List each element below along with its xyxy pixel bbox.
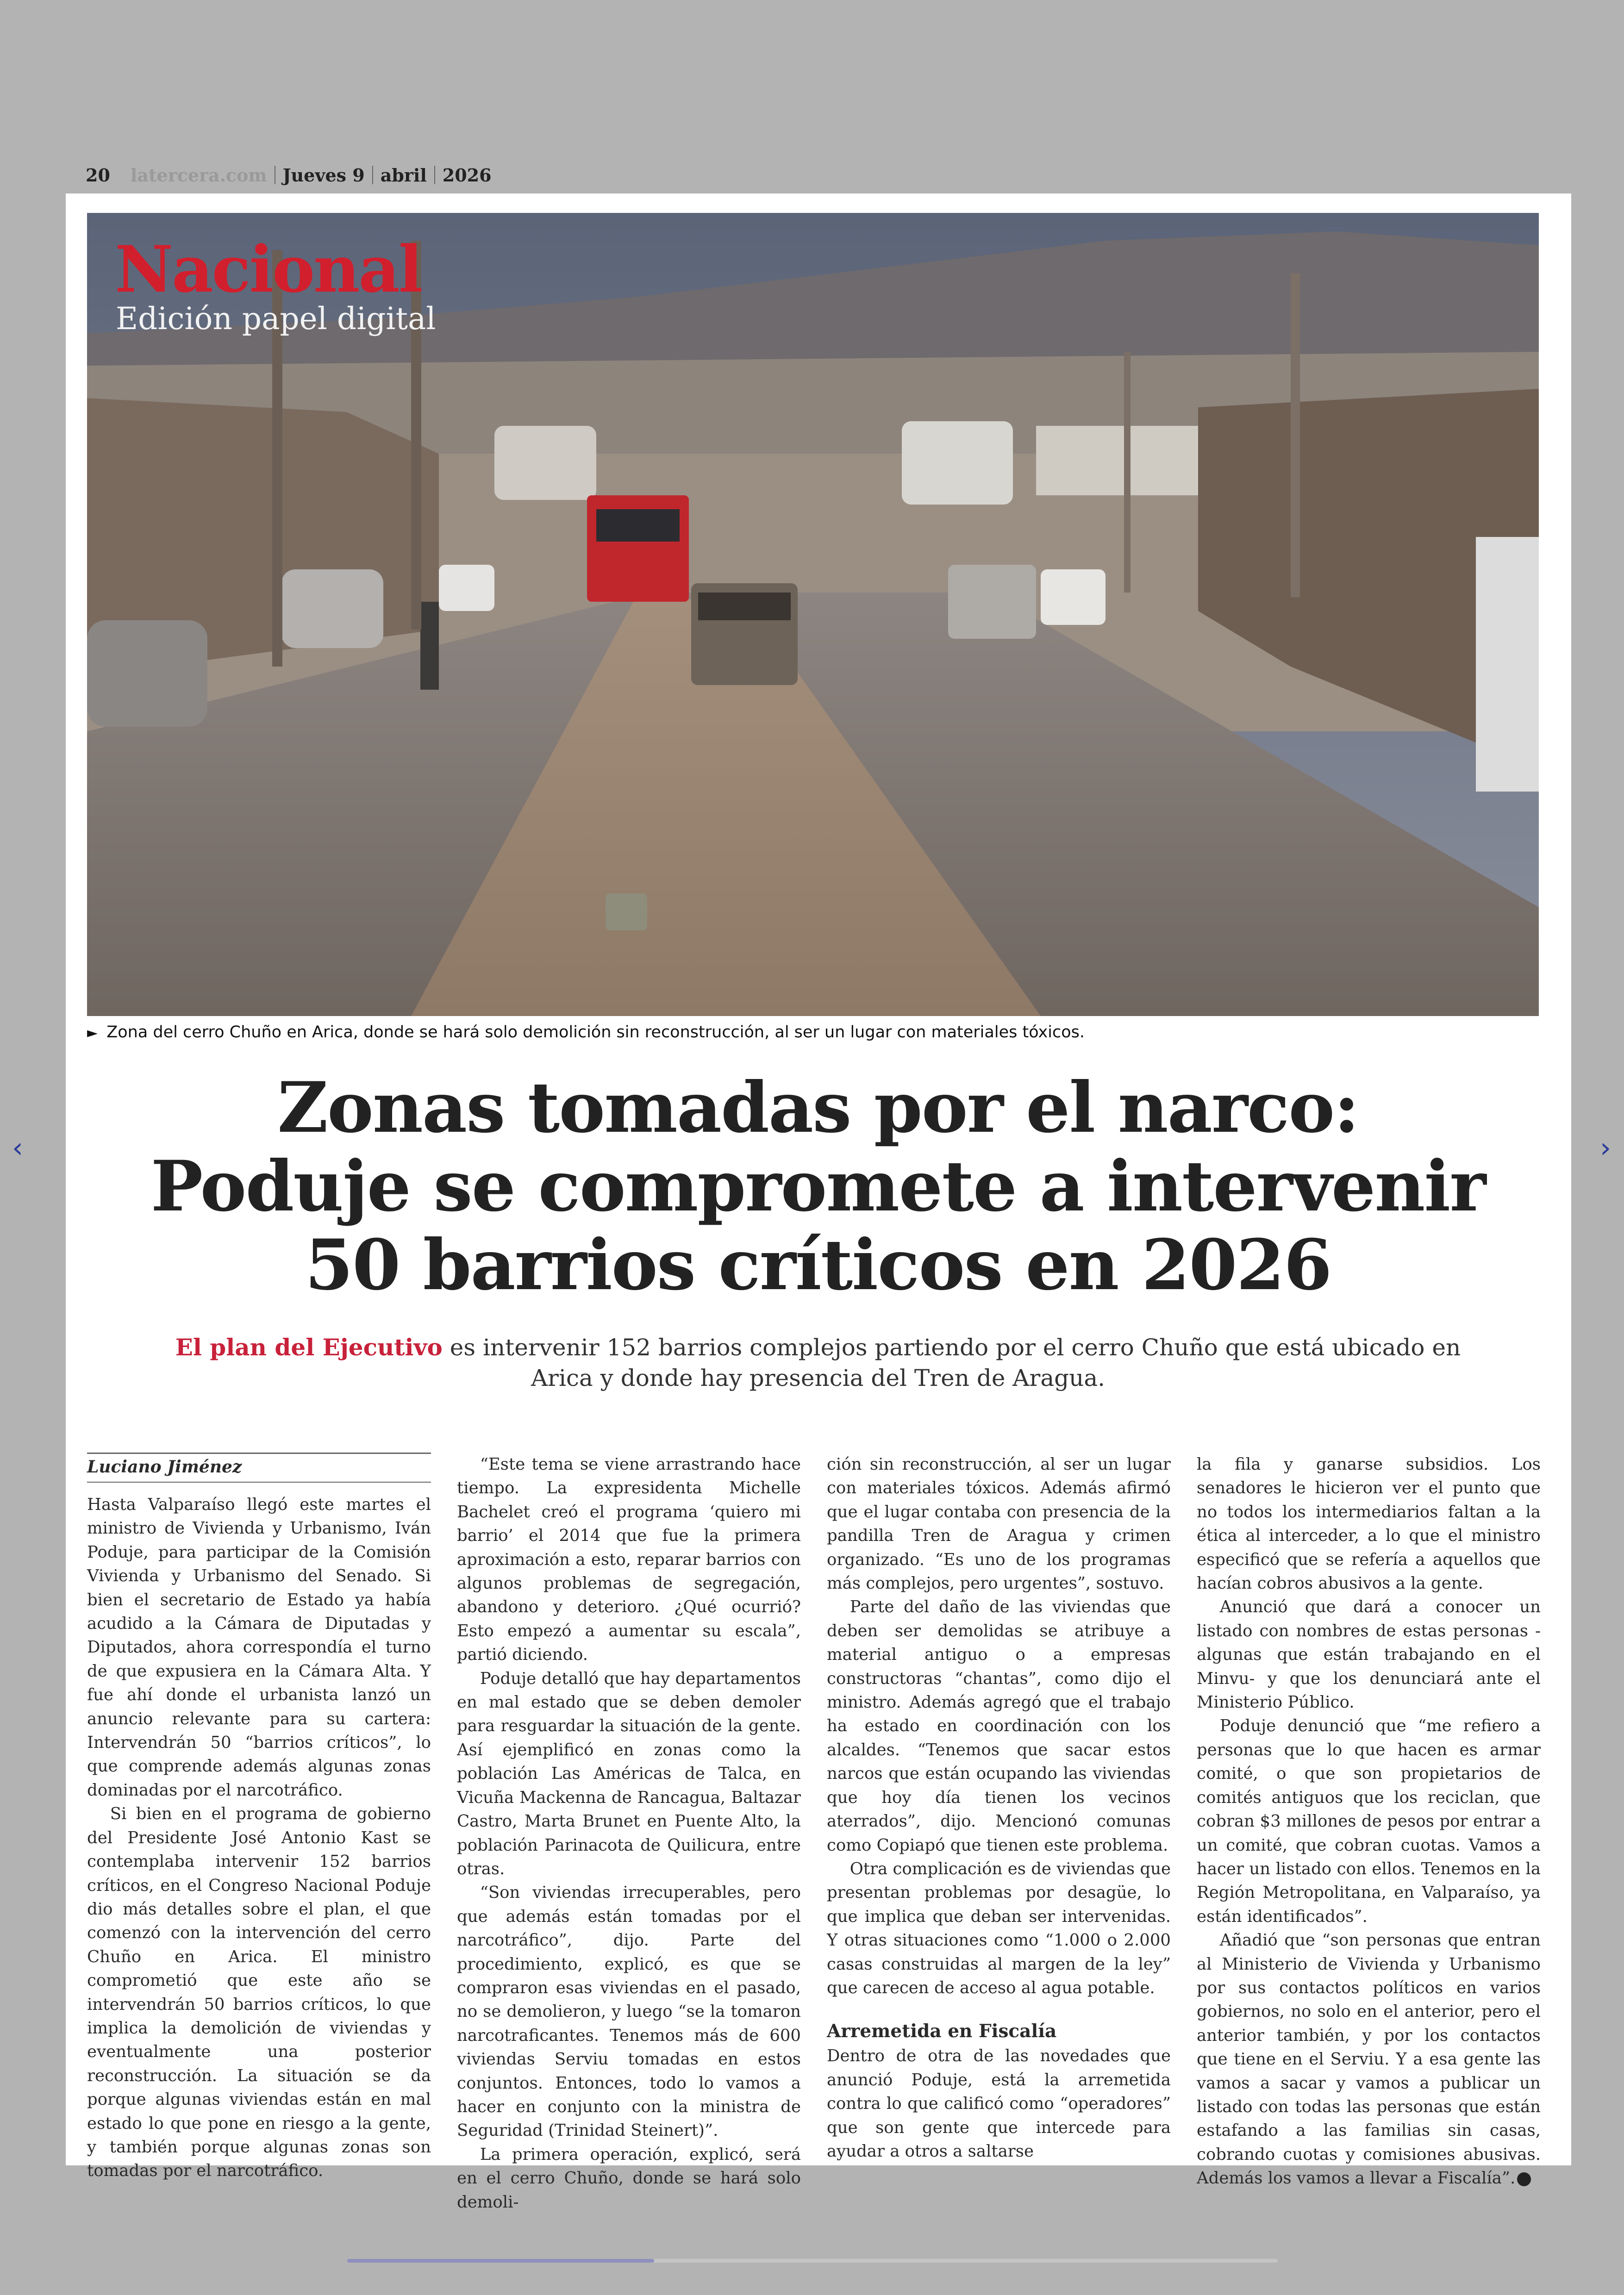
headline-line: 50 barrios críticos en 2026: [305, 1224, 1331, 1306]
paragraph: Si bien en el programa de gobierno del Presidente José Antonio Kast se contemplaba intervenir 152 barrios críticos, en el Congreso Nacional Poduje dio más detalles sobre el plan, el que comenzó con la intervención del cerro Chuño en Arica. El ministro comprometió que este año se intervendrán 50 barrios críticos, lo que implica la demolición de viviendas y eventualmente una posterior reconstrucción. La situación se da porque algunas viviendas están en mal estado lo que pone en riesgo a la gente, y también porque algunas zonas son tomadas por el narcotráfico.: [87, 1804, 431, 2181]
paragraph: Otra complicación es de viviendas que presentan problemas por desagüe, lo que implica que deban ser intervenidas. Y otras situaciones como “1.000 o 2.000 casas construidas al margen de la ley” que carecen de acceso al agua potable.: [827, 1859, 1171, 1997]
paragraph: [1197, 1928, 1541, 2190]
header-divider: [434, 166, 435, 184]
previous-page-button[interactable]: [8, 1129, 27, 1166]
paragraph: Poduje denunció que “me refiero a personas que lo que hacen es armar comité, o que son propietarios de comités antiguos que los reciclan, que cobran $3 millones de pesos por entrar a un comité, que cobran cuotas. Vamos a hacer un listado con ellos. Tenemos en la Región Metropolitana, en Valparaíso, ya están identificados”.: [1197, 1716, 1541, 1926]
paragraph: la fila y ganarse subsidios. Los senadores le hicieron ver el punto que no todos los intermediarios faltan a la ética al interceder, a lo que el ministro especificó que se refería a aquellos que hacían cobros abusivos a la gente.: [1197, 1455, 1541, 1593]
headline-line: Zonas tomadas por el narco:: [277, 1067, 1359, 1148]
reading-progress-fill: [347, 2259, 654, 2263]
article-deck: [158, 1332, 1478, 1393]
paragraph: Anunció que dará a conocer un listado con nombres de estas personas -algunas que están trabajando en el Minvu- y que los denunciará ante el Ministerio Público.: [1197, 1597, 1541, 1712]
headline-line: Poduje se compromete a intervenir: [150, 1146, 1486, 1227]
byline: Luciano Jiménez: [87, 1453, 431, 1483]
header-month: abril: [380, 164, 427, 186]
paragraph: ción sin reconstrucción, al ser un lugar con materiales tóxicos. Además afirmó que el lugar contaba con presencia de la pandilla Tren de Aragua y crimen organizado. “Es uno de los programas más complejos, pero urgentes”, sostuvo.: [827, 1455, 1171, 1593]
edition-label: Edición papel digital: [116, 301, 436, 337]
header-divider: [372, 166, 373, 184]
body-column-3: [827, 1453, 1171, 2161]
body-column-1: [87, 1453, 431, 2181]
headline: [107, 1068, 1529, 1304]
body-column-4: [1197, 1453, 1541, 2188]
photo-caption: [87, 1023, 1541, 1041]
paragraph: “Este tema se viene arrastrando hace tiempo. La expresidenta Michelle Bachelet creó el programa ‘quiero mi barrio’ el 2014 que fue la primera aproximación a esto, reparar barrios con algunos problemas de segregación, abandono y deterioro. ¿Qué ocurrió? Esto empezó a aumentar su escala”, partió diciendo.: [457, 1455, 801, 1665]
chevron-right-icon: ›: [1600, 1132, 1611, 1164]
page-number: 20: [86, 164, 110, 186]
header-day: Jueves 9: [282, 164, 365, 186]
paragraph: Hasta Valparaíso llegó este martes el ministro de Vivienda y Urbanismo, Iván Poduje, para participar de la Comisión Vivienda y Urbanismo del Senado. Si bien el secretario de Estado ya había acudido a la Cámara de Diputadas y Diputados, ahora correspondía el turno de que expusiera en la Cámara Alta. Y fue ahí donde el urbanista lanzó un anuncio relevante para su cartera: Intervendrán 50 “barrios críticos”, lo que comprende además algunas zonas dominadas por el narcotráfico.: [87, 1495, 431, 1800]
body-column-2: [457, 1453, 801, 2212]
page-header: [86, 161, 492, 189]
subheading: Arremetida en Fiscalía: [827, 2021, 1057, 2042]
paragraph: La primera operación, explicó, será en el cerro Chuño, donde se hará solo demoli-: [457, 2145, 801, 2212]
paragraph: Dentro de otra de las novedades que anunció Poduje, está la arremetida contra lo que calificó como “operadores” que son gente que intercede para ayudar a otros a saltarse: [827, 2046, 1171, 2161]
next-page-button[interactable]: [1596, 1129, 1615, 1166]
newspaper-page: [66, 193, 1571, 2212]
paragraph: Poduje detalló que hay departamentos en mal estado que se deben demoler para resguardar la situación de la gente. Así ejemplificó en zonas como la población Las Américas de Talca, en Vicuña Mackenna de Rancagua, Baltazar Castro, Marta Brunet en Puente Alto, la población Parinacota de Quilicura, entre otras.: [457, 1669, 801, 1878]
paragraph: “Son viviendas irrecuperables, pero que además están tomadas por el narcotráfico”, dijo. Parte del procedimiento, explicó, es que se compraron esas viviendas en el pasado, no se demolieron, y luego “se la tomaron narcotraficantes. Tenemos más de 600 viviendas Serviu tomadas en estos conjuntos. Entonces, todo lo vamos a hacer en conjunto con la ministra de Seguridad (Trinidad Steinert)”.: [457, 1883, 801, 2140]
article-photo: [87, 213, 1539, 1016]
deck-text: es intervenir 152 barrios complejos partiendo por el cerro Chuño que está ubicado en Arica y donde hay presencia del Tren de Aragua.: [442, 1334, 1461, 1391]
end-mark-icon: [1517, 2172, 1531, 2186]
reading-progress-bar[interactable]: [347, 2259, 1278, 2263]
header-year: 2026: [442, 164, 492, 186]
caption-text: Zona del cerro Chuño en Arica, donde se hará solo demolición sin reconstrucción, al ser un lugar con materiales tóxicos.: [106, 1023, 1085, 1041]
site-name: latercera.com: [130, 164, 267, 186]
final-paragraph-text: Añadió que “son personas que entran al Ministerio de Vivienda y Urbanismo por sus contactos políticos en varios gobiernos, no solo en el anterior, pero el anterior también, y por los contactos que tiene en el Serviu. Y a esa gente las vamos a sacar y vamos a publicar un listado con todas las personas que están estafando a las familias sin casas, cobrando cuotas y comisiones abusivas. Además los vamos a llevar a Fiscalía”.: [1197, 1931, 1541, 2188]
section-title: Nacional: [115, 231, 422, 307]
paragraph: Parte del daño de las viviendas que deben ser demolidas se atribuye a material antiguo o a empresas constructoras “chantas”, como dijo el ministro. Además agregó que el trabajo ha estado en coordinación con los alcaldes. “Tenemos que sacar estos narcos que están ocupando las viviendas que hoy día tienen los vecinos aterrados”, dijo. Mencionó comunas como Copiapó que tienen este problema.: [827, 1597, 1171, 1855]
deck-lead: El plan del Ejecutivo: [175, 1334, 443, 1361]
caption-marker-icon: ►: [87, 1025, 98, 1041]
chevron-left-icon: ‹: [12, 1132, 23, 1164]
article-body: [87, 1453, 1541, 2212]
